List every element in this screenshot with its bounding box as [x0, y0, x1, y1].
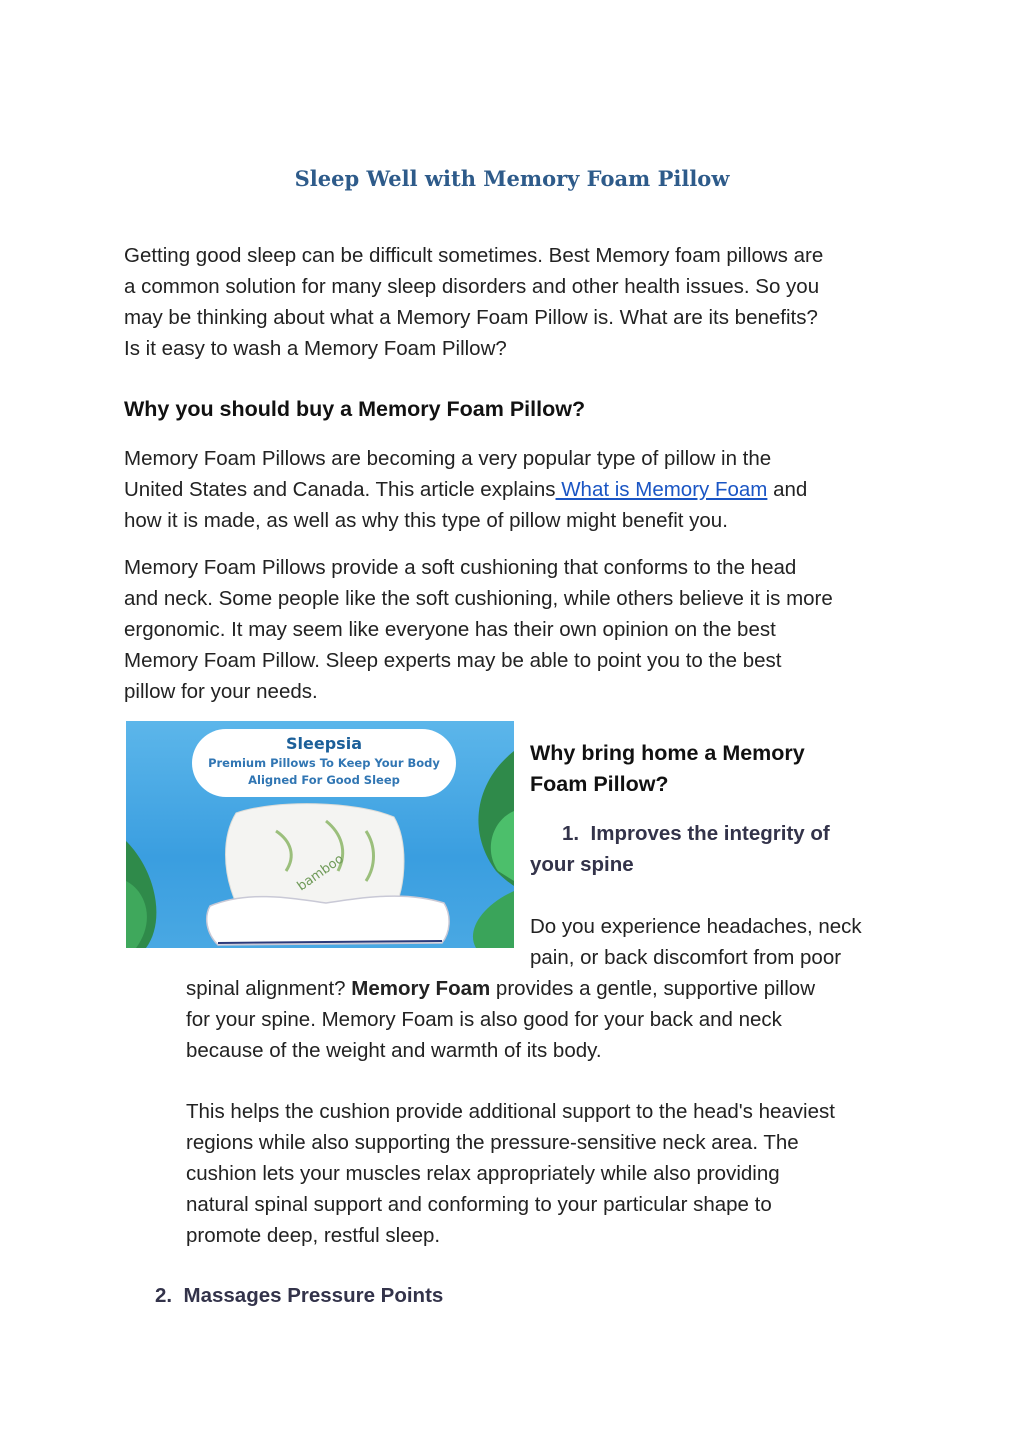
paragraph-line: pain, or back discomfort from poor — [530, 946, 842, 969]
list-number: 2. — [155, 1284, 173, 1307]
paragraph-text: provides a gentle, supportive pillow — [490, 977, 816, 1000]
section-heading-why-buy: Why you should buy a Memory Foam Pillow? — [124, 397, 586, 421]
pillow-brand-print: bamboo — [294, 851, 347, 895]
section1-paragraph2 — [124, 552, 904, 707]
paragraph-line: for your spine. Memory Foam is also good for your back and neck — [186, 1008, 782, 1031]
brand-name: Sleepsia — [286, 734, 362, 753]
list-title: Massages Pressure Points — [183, 1284, 444, 1307]
sleepsia-pillow-image — [126, 721, 514, 948]
paragraph-line: regions while also supporting the pressure-sensitive neck area. The — [186, 1131, 799, 1154]
paragraph-line: Memory Foam Pillow. Sleep experts may be able to point you to the best — [124, 649, 782, 672]
bold-term: Memory Foam — [351, 977, 491, 1000]
document-title: Sleep Well with Memory Foam Pillow — [294, 166, 730, 191]
leaf-shape — [473, 891, 514, 948]
paragraph-line: Memory Foam Pillows are becoming a very popular type of pillow in the — [124, 447, 772, 470]
section1-paragraph1 — [124, 443, 904, 536]
list-item-heading-spine — [530, 818, 890, 880]
item1-paragraph1 — [186, 973, 906, 1066]
paragraph-line: Memory Foam Pillows provide a soft cushioning that conforms to the head — [124, 556, 797, 579]
paragraph-line: promote deep, restful sleep. — [186, 1224, 441, 1247]
paragraph-line: and neck. Some people like the soft cushioning, while others believe it is more — [124, 587, 833, 610]
heading-line: your spine — [530, 853, 634, 876]
intro-paragraph — [124, 240, 904, 364]
promo-banner — [192, 729, 456, 797]
intro-line: Getting good sleep can be difficult sometimes. Best Memory foam pillows are — [124, 244, 824, 267]
intro-line: a common solution for many sleep disorders and other health issues. So you — [124, 275, 820, 298]
heading-line — [530, 818, 890, 849]
intro-line: Is it easy to wash a Memory Foam Pillow? — [124, 337, 507, 360]
list-item-heading-massages — [155, 1280, 443, 1311]
paragraph-line: because of the weight and warmth of its body. — [186, 1039, 602, 1062]
paragraph-text: United States and Canada. This article explains — [124, 478, 556, 501]
pillow-bottom — [207, 896, 449, 945]
paragraph-text: and — [767, 478, 808, 501]
paragraph-line: Do you experience headaches, neck — [530, 915, 862, 938]
paragraph-text: spinal alignment? — [186, 977, 352, 1000]
what-is-memory-foam-link[interactable]: What is Memory Foam — [555, 478, 768, 501]
paragraph-line — [124, 474, 904, 505]
paragraph-line: pillow for your needs. — [124, 680, 318, 703]
brand-tagline: Aligned For Good Sleep — [248, 773, 400, 787]
list-title: Improves the integrity of — [590, 822, 830, 845]
paragraph-line: This helps the cushion provide additional support to the head's heaviest — [186, 1100, 835, 1123]
list-number: 1. — [562, 822, 580, 845]
paragraph-line: ergonomic. It may seem like everyone has their own opinion on the best — [124, 618, 776, 641]
paragraph-line — [186, 973, 906, 1004]
paragraph-line: how it is made, as well as why this type of pillow might benefit you. — [124, 509, 728, 532]
brand-tagline: Premium Pillows To Keep Your Body — [208, 756, 440, 770]
heading-line: Why bring home a Memory — [530, 741, 805, 765]
paragraph-line: cushion lets your muscles relax appropriately while also providing — [186, 1162, 780, 1185]
heading-line: Foam Pillow? — [530, 772, 669, 796]
item1-paragraph2 — [186, 1096, 906, 1251]
item1-paragraph1-wrap — [530, 911, 900, 973]
intro-line: may be thinking about what a Memory Foam Pillow is. What are its benefits? — [124, 306, 818, 329]
paragraph-line: natural spinal support and conforming to your particular shape to — [186, 1193, 772, 1216]
section-heading-why-bring-home — [530, 738, 890, 800]
